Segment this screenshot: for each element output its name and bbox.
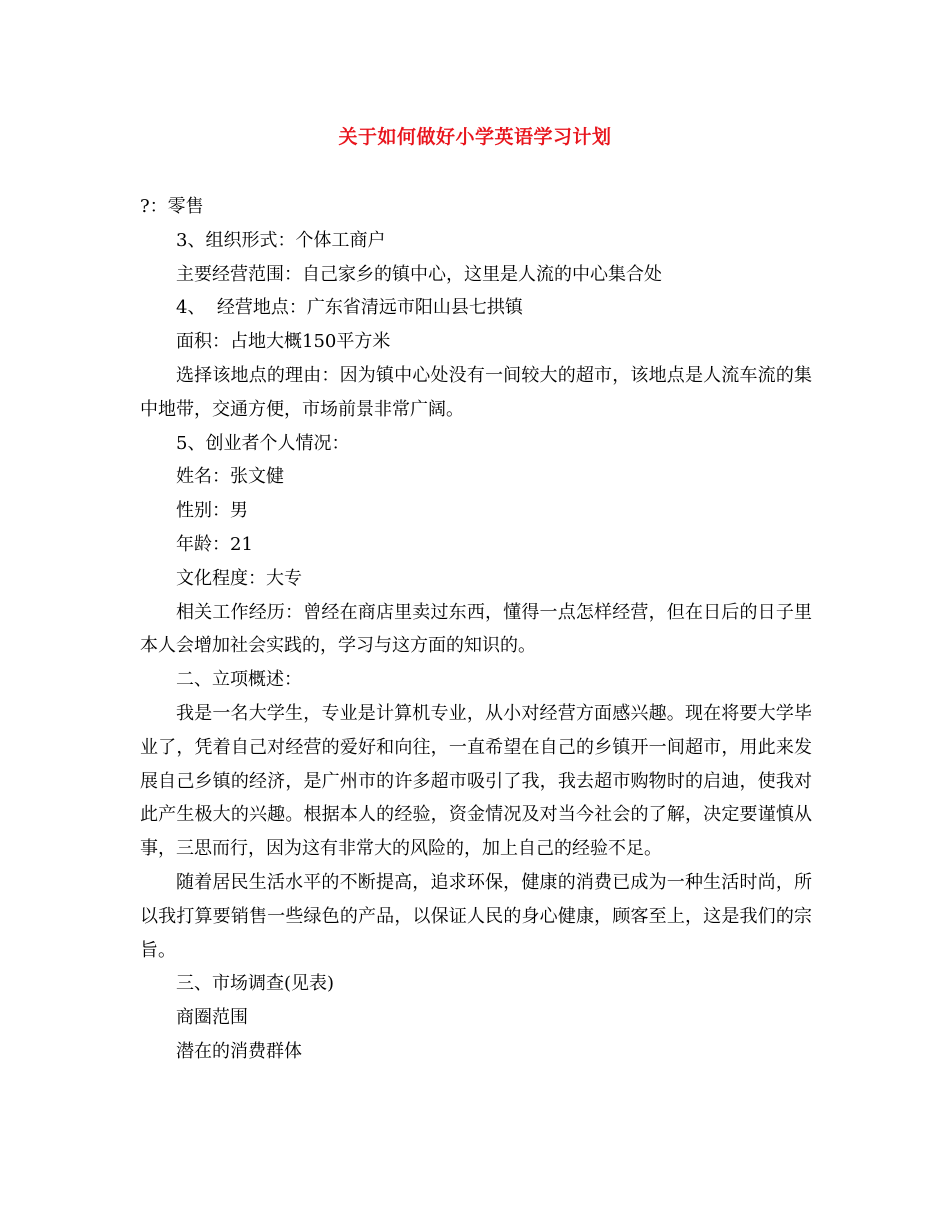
document-body — [140, 190, 812, 1069]
paragraph-education: 文化程度：大专 — [176, 567, 302, 589]
paragraph-project-overview: 我是一名大学生，专业是计算机专业，从小对经营方面感兴趣。现在将要大学毕业了，凭着自己对经营的爱好和向往，一直希望在自己的乡镇开一间超市，用此来发展自己乡镇的经济，是广州市的许多超市吸引了我，我去超市购物时的启迪，使我对此产生极大的兴趣。根据本人的经验，资金情况及对当今社会的了解，决定要谨慎从事，三思而行，因为这有非常大的风险的，加上自己的经验不足。 — [140, 702, 812, 860]
paragraph-business-location: 4、 经营地点：广东省清远市阳山县七拱镇 — [176, 297, 523, 319]
paragraph-project-overview-heading: 二、立项概述： — [176, 669, 302, 691]
paragraph-market-survey-heading: 三、市场调查(见表) — [176, 973, 335, 995]
paragraph-green-products: 随着居民生活水平的不断提高，追求环保，健康的消费已成为一种生活时尚，所以我打算要销售一些绿色的产品，以保证人民的身心健康，顾客至上，这是我们的宗旨。 — [140, 871, 812, 961]
paragraph-age: 年龄：21 — [176, 533, 253, 555]
paragraph-potential-consumers: 潜在的消费群体 — [176, 1040, 302, 1062]
paragraph-gender: 性别：男 — [176, 500, 248, 522]
document-title: 关于如何做好小学英语学习计划 — [338, 126, 612, 148]
paragraph-founder-heading: 5、创业者个人情况： — [176, 432, 350, 454]
paragraph-area: 面积：占地大概150平方米 — [176, 331, 391, 353]
paragraph-trade-area: 商圈范围 — [176, 1007, 248, 1029]
paragraph-location-reason: 选择该地点的理由：因为镇中心处没有一间较大的超市，该地点是人流车流的集中地带，交通方便，市场前景非常广阔。 — [140, 364, 812, 420]
paragraph-work-experience: 相关工作经历：曾经在商店里卖过东西，懂得一点怎样经营，但在日后的日子里本人会增加社会实践的，学习与这方面的知识的。 — [140, 601, 812, 657]
paragraph-name: 姓名：张文健 — [176, 466, 284, 488]
paragraph-category: ?：零售 — [140, 196, 204, 217]
paragraph-business-scope: 主要经营范围：自己家乡的镇中心，这里是人流的中心集合处 — [176, 263, 662, 285]
paragraph-organization-form: 3、组织形式：个体工商户 — [176, 229, 386, 251]
